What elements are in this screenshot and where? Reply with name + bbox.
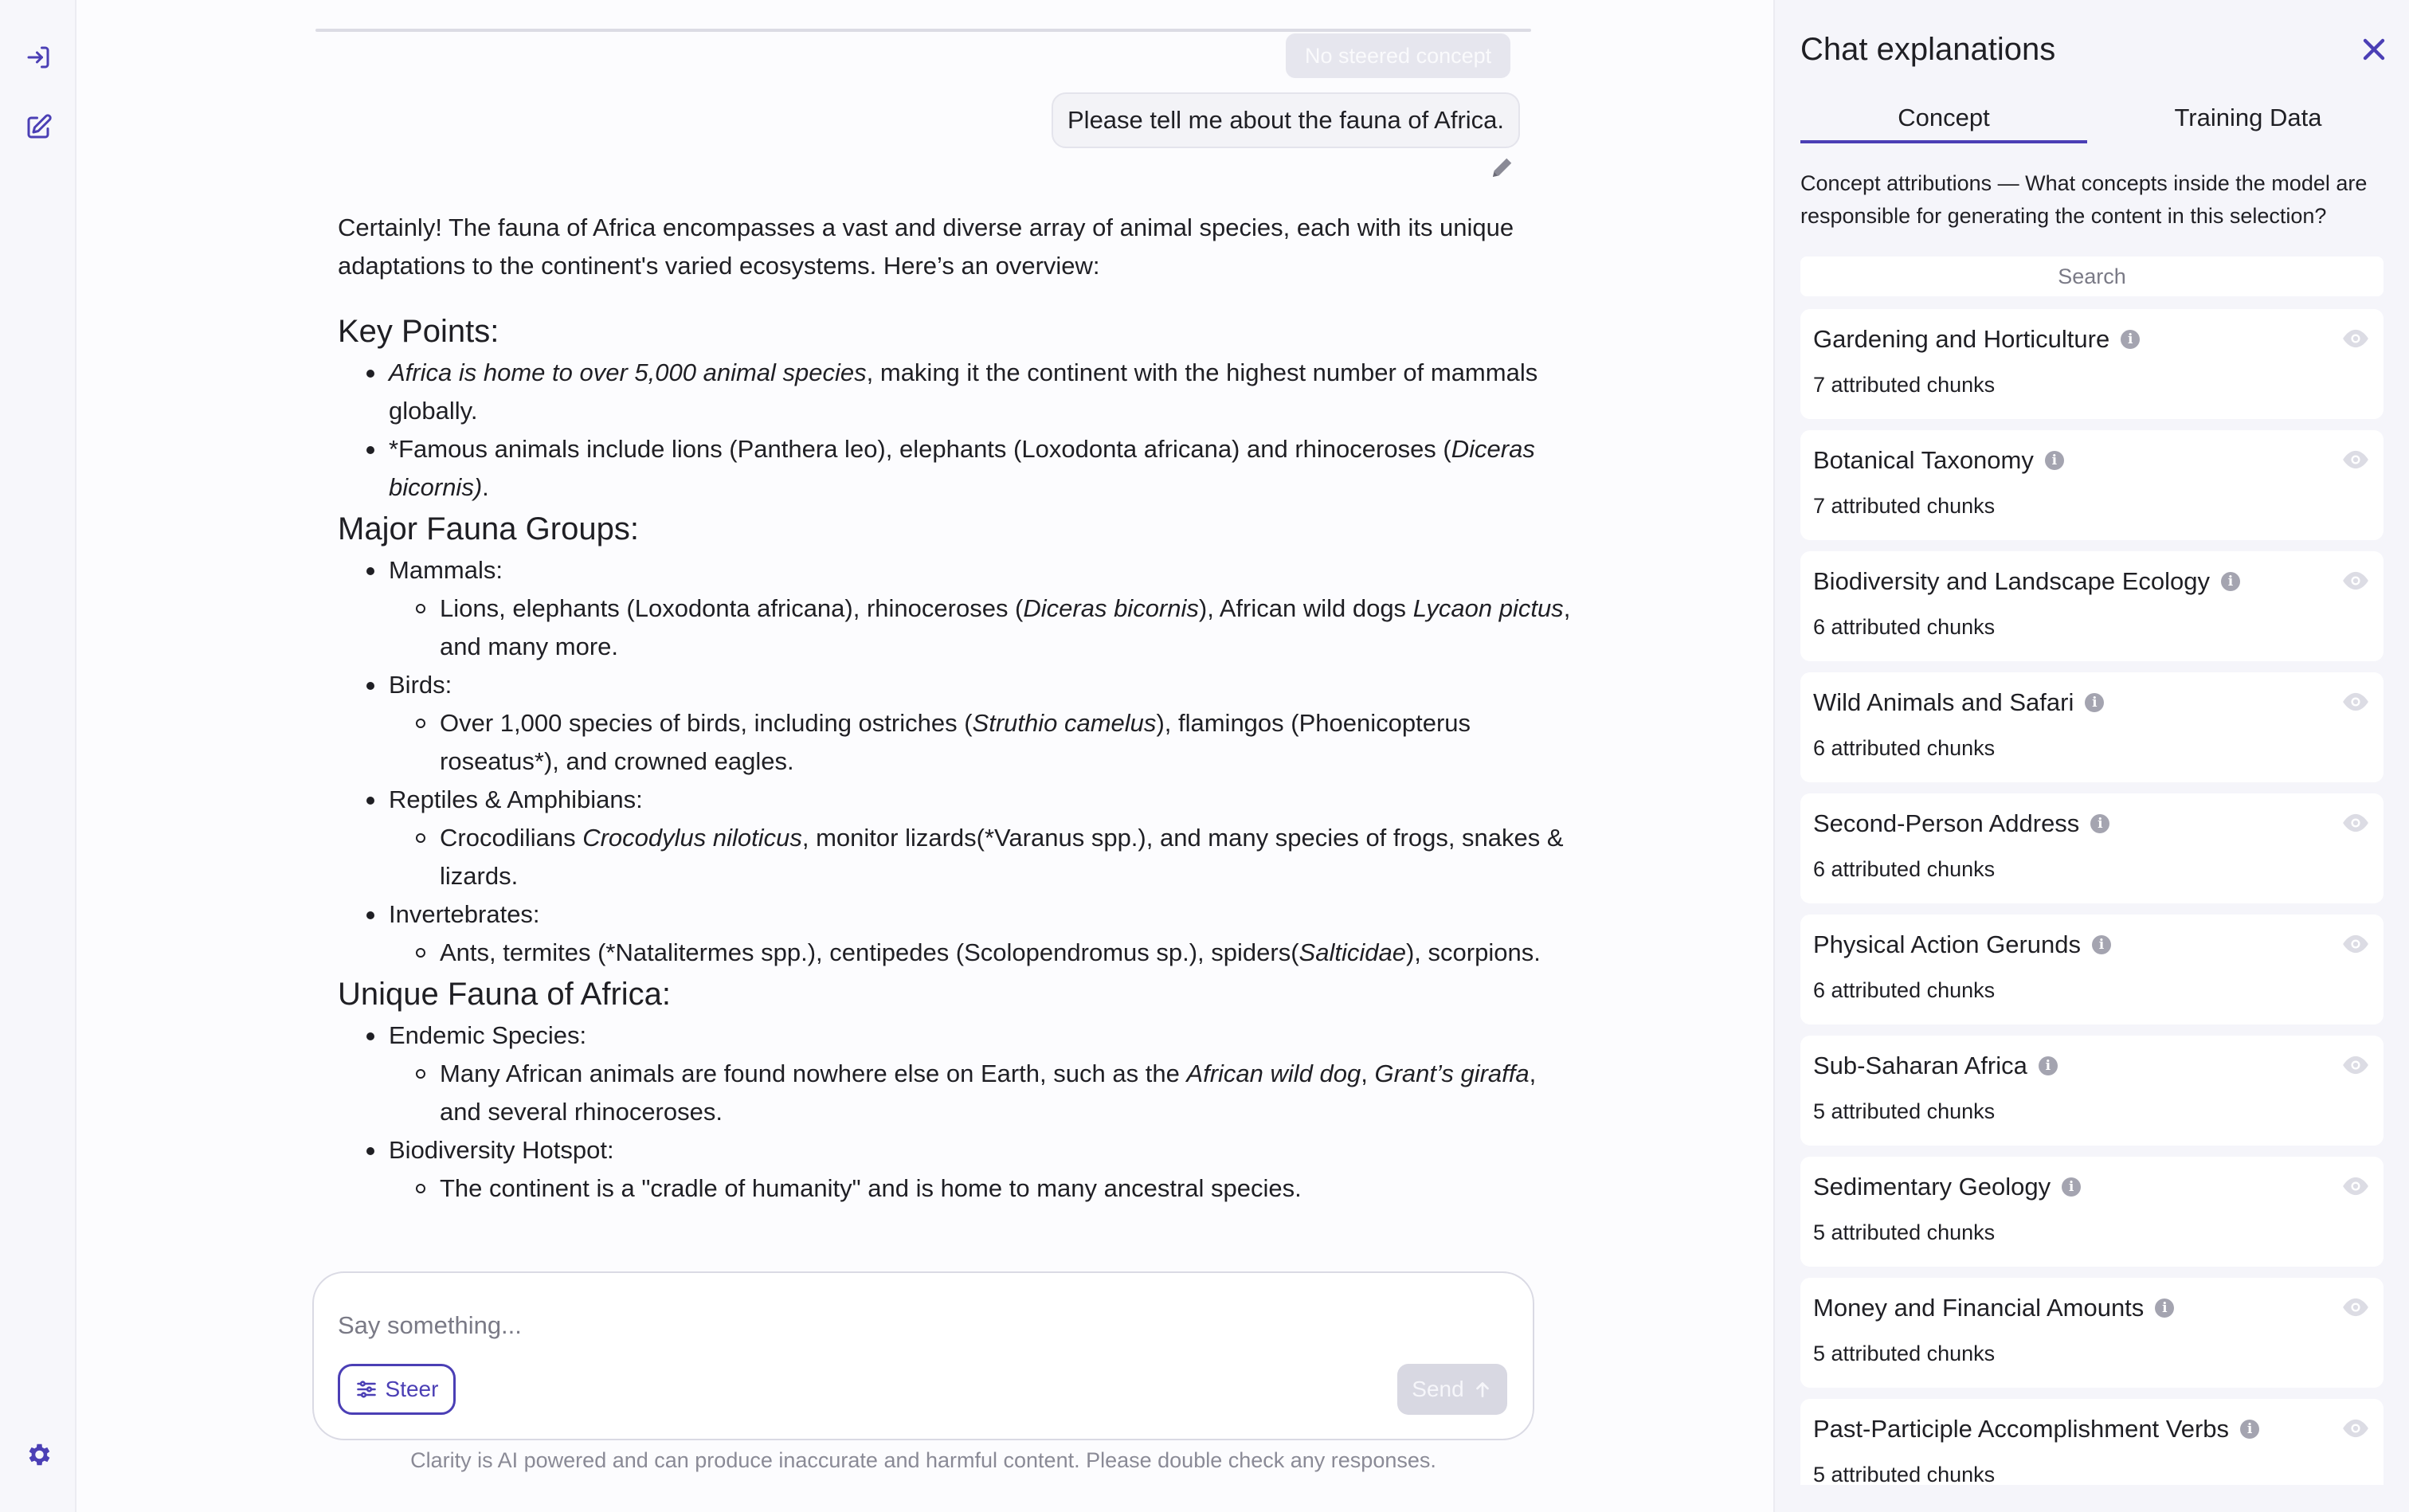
concept-list <box>1800 309 2384 1485</box>
info-icon[interactable]: i <box>2221 572 2240 591</box>
message-input[interactable] <box>338 1302 1501 1349</box>
steer-button[interactable] <box>338 1364 456 1415</box>
concept-count: 6 attributed chunks <box>1813 736 1996 760</box>
concept-card[interactable] <box>1800 793 2384 903</box>
concept-name: Botanical Taxonomy i <box>1813 446 2064 475</box>
panel-title: Chat explanations <box>1800 32 2056 67</box>
eye-icon[interactable] <box>2340 1295 2371 1319</box>
concept-count: 5 attributed chunks <box>1813 1463 1996 1485</box>
concept-name: Physical Action Gerunds i <box>1813 930 2111 959</box>
concept-count: 7 attributed chunks <box>1813 373 1996 397</box>
bullet-list <box>338 354 1581 507</box>
sliders-icon <box>355 1378 378 1400</box>
eye-icon[interactable] <box>2340 1053 2371 1077</box>
list-item: Biodiversity Hotspot: The continent is a "cradle of humanity" and is home to many ancestral species. <box>338 1131 1581 1208</box>
eye-icon[interactable] <box>2340 1416 2371 1440</box>
info-icon[interactable]: i <box>2121 330 2140 349</box>
concept-count: 6 attributed chunks <box>1813 857 1996 881</box>
concept-count: 5 attributed chunks <box>1813 1342 1996 1365</box>
concept-count: 6 attributed chunks <box>1813 615 1996 639</box>
concept-search-input[interactable] <box>1800 257 2384 296</box>
concept-card[interactable] <box>1800 1157 2384 1267</box>
eye-icon[interactable] <box>2340 327 2371 351</box>
arrow-up-icon <box>1472 1379 1493 1400</box>
concept-card[interactable] <box>1800 1036 2384 1146</box>
concept-name: Past-Participle Accomplishment Verbs i <box>1813 1415 2259 1443</box>
close-icon[interactable] <box>2356 32 2391 67</box>
new-chat-icon[interactable] <box>19 108 57 147</box>
list-item: Endemic Species: Many African animals are found nowhere else on Earth, such as the African wild dog, Grant’s giraffa, and several rhinoceroses. <box>338 1016 1581 1131</box>
concept-card[interactable] <box>1800 915 2384 1024</box>
list-item: Mammals: Lions, elephants (Loxodonta africana), rhinoceroses (Diceras bicornis), African wild dogs Lycaon pictus, and many more. <box>338 551 1581 666</box>
list-item: Reptiles & Amphibians: Crocodilians Crocodylus niloticus, monitor lizards(*Varanus spp.), and many species of frogs, snakes & lizards. <box>338 781 1581 895</box>
sub-list-item: Many African animals are found nowhere else on Earth, such as the African wild dog, Grant’s giraffa, and several rhinoceroses. <box>389 1055 1581 1131</box>
concept-name: Biodiversity and Landscape Ecology i <box>1813 567 2240 596</box>
user-message[interactable]: Please tell me about the fauna of Africa. <box>1052 92 1520 148</box>
eye-icon[interactable] <box>2340 932 2371 956</box>
eye-icon[interactable] <box>2340 1174 2371 1198</box>
sub-list-item: Ants, termites (*Natalitermes spp.), centipedes (Scolopendromus sp.), spiders(Salticidae), scorpions. <box>389 934 1581 972</box>
sub-list-item: Over 1,000 species of birds, including ostriches (Struthio camelus), flamingos (Phoenicopterus roseatus*), and crowned eagles. <box>389 704 1581 781</box>
edit-pencil-icon[interactable] <box>1488 153 1517 182</box>
sign-in-icon[interactable] <box>19 38 57 76</box>
steered-concept-badge: No steered concept <box>1286 33 1510 78</box>
list-item: Africa is home to over 5,000 animal species, making it the continent with the highest number of mammals globally. <box>338 354 1581 430</box>
eye-icon[interactable] <box>2340 569 2371 593</box>
response-intro: Certainly! The fauna of Africa encompasses a vast and diverse array of animal species, each with its unique adaptations to the continent's varied ecosystems. Here’s an overview: <box>338 213 1514 280</box>
info-icon[interactable]: i <box>2090 814 2109 833</box>
list-item: Invertebrates: Ants, termites (*Natalitermes spp.), centipedes (Scolopendromus sp.), spiders(Salticidae), scorpions. <box>338 895 1581 972</box>
section-heading: Major Fauna Groups: <box>338 511 639 546</box>
info-icon[interactable]: i <box>2085 693 2104 712</box>
concept-name: Second-Person Address i <box>1813 809 2109 838</box>
settings-icon[interactable] <box>19 1436 57 1474</box>
list-item: Birds: Over 1,000 species of birds, including ostriches (Struthio camelus), flamingos (Phoenicopterus roseatus*), and crowned eagles. <box>338 666 1581 781</box>
eye-icon[interactable] <box>2340 811 2371 835</box>
concept-card[interactable] <box>1800 309 2384 419</box>
send-label: Send <box>1412 1377 1464 1401</box>
info-icon[interactable]: i <box>2045 451 2064 470</box>
info-icon[interactable]: i <box>2092 935 2111 954</box>
info-icon[interactable]: i <box>2155 1299 2174 1318</box>
eye-icon[interactable] <box>2340 448 2371 472</box>
concept-card[interactable] <box>1800 1399 2384 1485</box>
info-icon[interactable]: i <box>2039 1056 2058 1075</box>
concept-name: Sub-Saharan Africa i <box>1813 1052 2058 1080</box>
concept-card[interactable] <box>1800 551 2384 661</box>
tab-training-data[interactable]: Training Data <box>2174 104 2322 131</box>
message-composer <box>312 1271 1534 1440</box>
concept-name: Money and Financial Amounts i <box>1813 1294 2174 1322</box>
concept-card[interactable] <box>1800 672 2384 782</box>
left-rail <box>0 0 76 1512</box>
divider <box>315 29 1531 32</box>
info-icon[interactable]: i <box>2062 1177 2081 1197</box>
eye-icon[interactable] <box>2340 690 2371 714</box>
disclaimer: Clarity is AI powered and can produce inaccurate and harmful content. Please double check any responses. <box>410 1448 1436 1472</box>
concept-count: 5 attributed chunks <box>1813 1220 1996 1244</box>
list-item: *Famous animals include lions (Panthera leo), elephants (Loxodonta africana) and rhinoceroses (Diceras bicornis). <box>338 430 1581 507</box>
info-icon[interactable]: i <box>2240 1420 2259 1439</box>
sub-list-item: Crocodilians Crocodylus niloticus, monitor lizards(*Varanus spp.), and many species of frogs, snakes & lizards. <box>389 819 1581 895</box>
sub-list-item: Lions, elephants (Loxodonta africana), rhinoceroses (Diceras bicornis), African wild dogs Lycaon pictus, and many more. <box>389 590 1581 666</box>
steer-label: Steer <box>385 1377 439 1401</box>
bullet-list <box>338 551 1581 972</box>
panel-tabs <box>1800 104 2398 143</box>
sub-list-item: The continent is a "cradle of humanity" and is home to many ancestral species. <box>389 1169 1581 1208</box>
concept-name: Gardening and Horticulture i <box>1813 325 2140 354</box>
concept-name: Sedimentary Geology i <box>1813 1173 2081 1201</box>
send-button[interactable] <box>1397 1364 1507 1415</box>
section-heading: Key Points: <box>338 314 499 349</box>
chat-area <box>76 0 1773 1512</box>
concept-count: 6 attributed chunks <box>1813 978 1996 1002</box>
concept-card[interactable] <box>1800 1278 2384 1388</box>
assistant-response[interactable] <box>338 209 1581 1208</box>
explanations-panel <box>1773 0 2409 1512</box>
panel-description: Concept attributions — What concepts inside the model are responsible for generating the content in this selection? <box>1800 171 2368 228</box>
concept-count: 5 attributed chunks <box>1813 1099 1996 1123</box>
section-heading: Unique Fauna of Africa: <box>338 977 672 1012</box>
concept-card[interactable] <box>1800 430 2384 540</box>
tab-concept[interactable]: Concept <box>1800 104 2087 143</box>
concept-count: 7 attributed chunks <box>1813 494 1996 518</box>
bullet-list <box>338 1016 1581 1208</box>
concept-name: Wild Animals and Safari i <box>1813 688 2104 717</box>
